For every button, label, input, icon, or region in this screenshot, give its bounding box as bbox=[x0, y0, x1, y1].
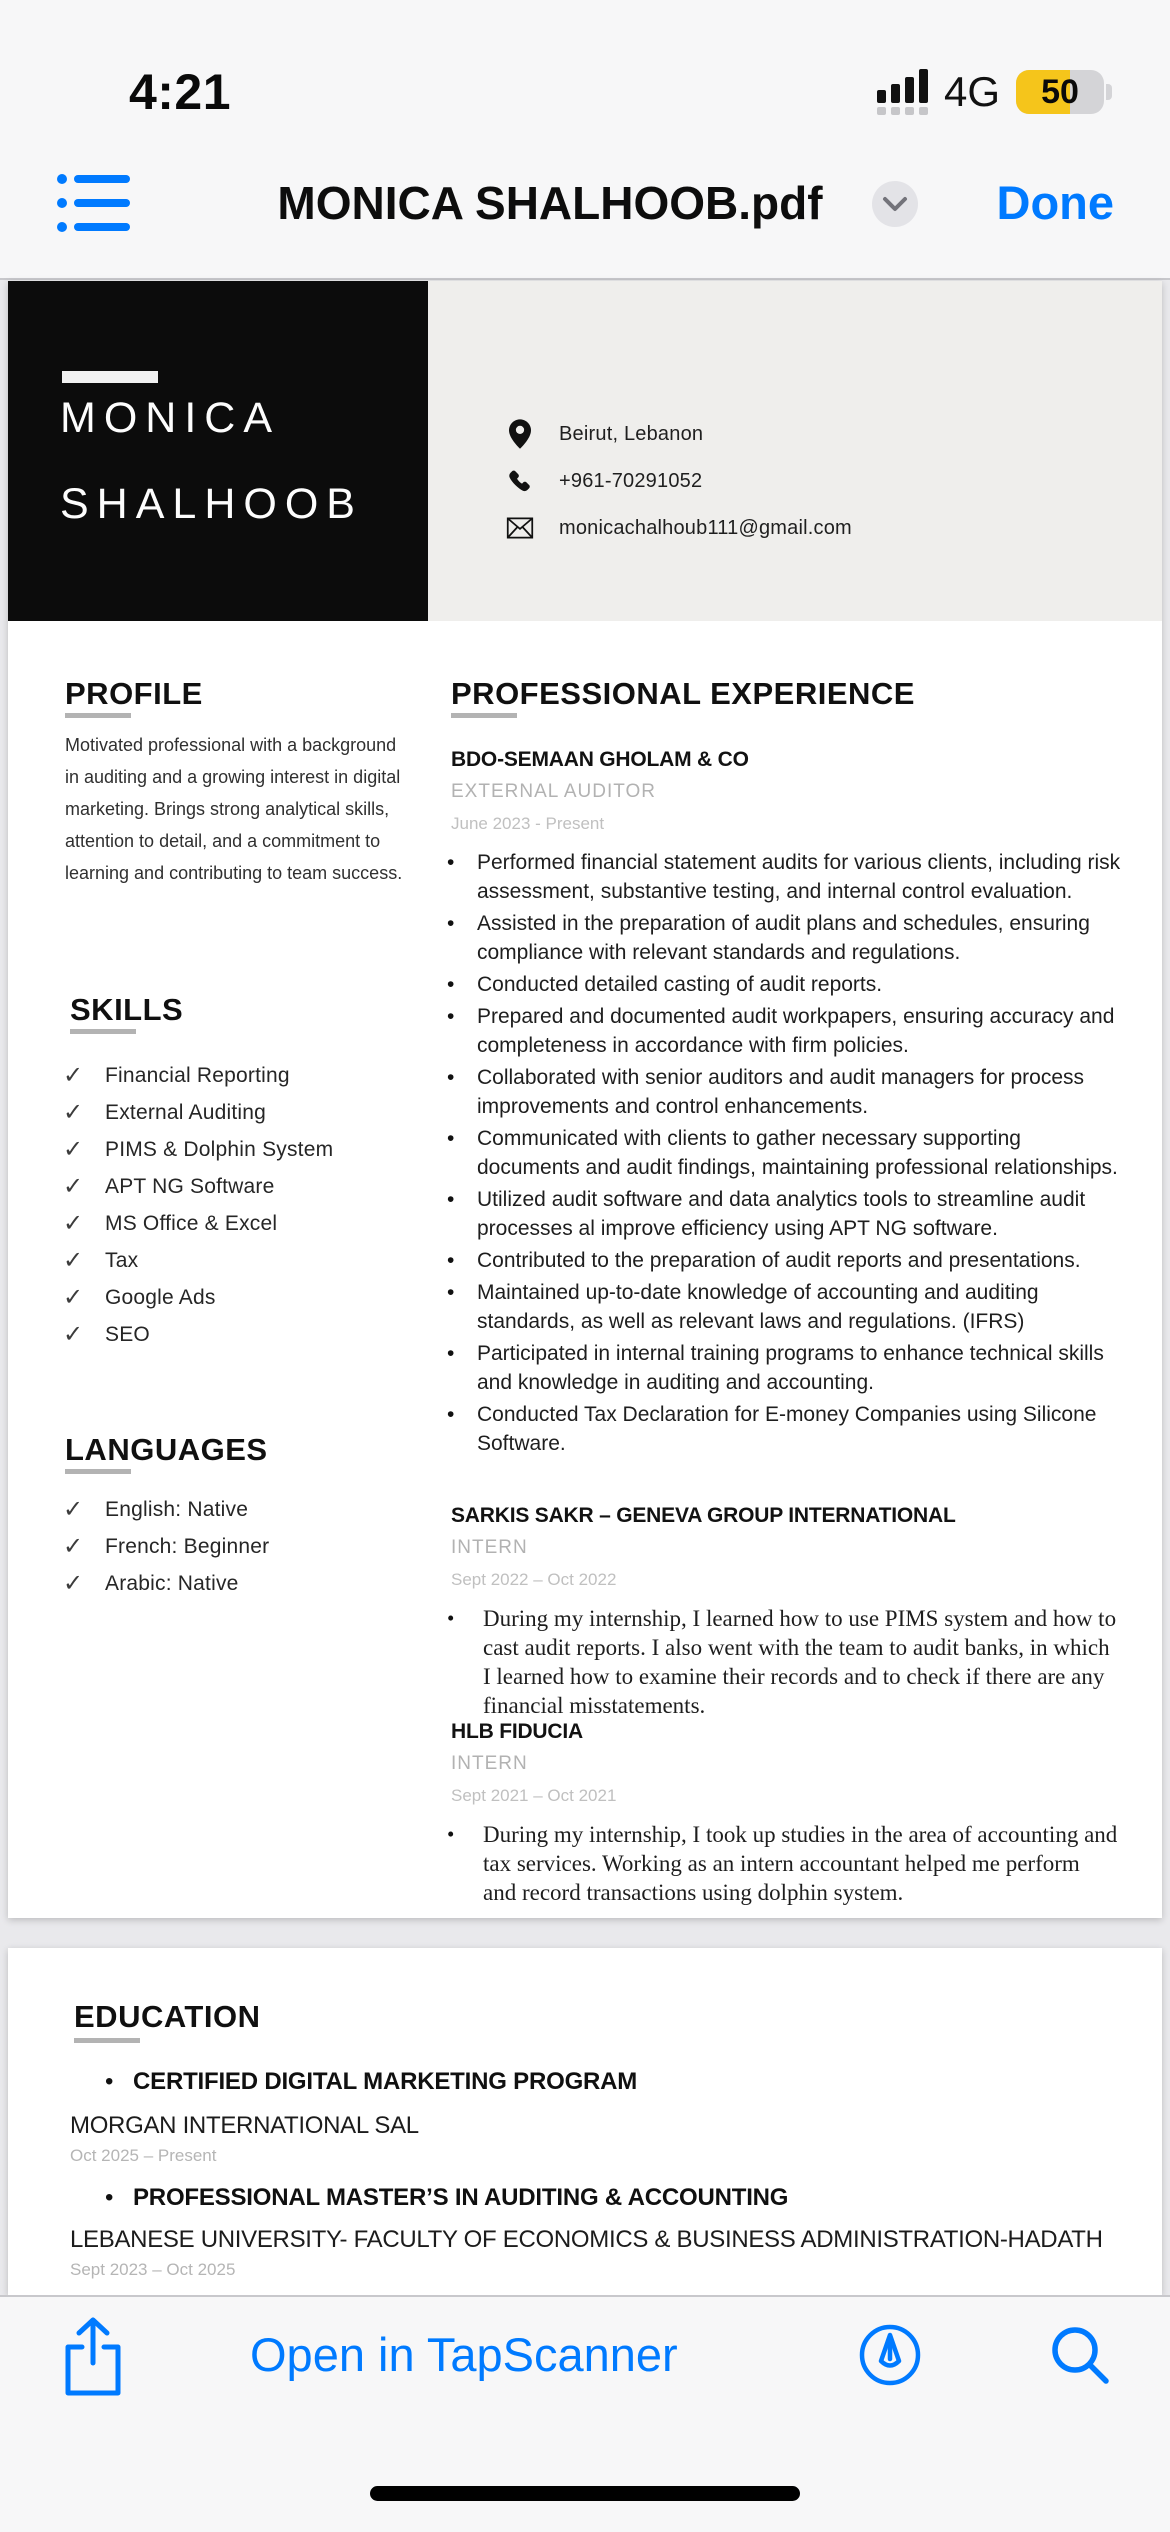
job-bullet-list bbox=[443, 1820, 1141, 1907]
check-icon: ✓ bbox=[63, 1496, 84, 1523]
markup-button[interactable] bbox=[858, 2323, 922, 2387]
job-role: EXTERNAL AUDITOR bbox=[451, 781, 656, 802]
title-menu-button[interactable] bbox=[872, 181, 918, 227]
skill-item: ✓ Google Ads bbox=[63, 1284, 216, 1311]
battery-nub bbox=[1106, 84, 1112, 100]
profile-title-rule bbox=[65, 713, 131, 718]
language-item: ✓ English: Native bbox=[63, 1496, 249, 1523]
job-bullet: • Collaborated with senior auditors and audit managers for process improvements and control enhancements. bbox=[447, 1066, 1085, 1118]
check-icon: ✓ bbox=[63, 1173, 84, 1200]
search-button[interactable] bbox=[1048, 2323, 1112, 2387]
done-button[interactable]: Done bbox=[996, 176, 1114, 229]
document-title: MONICA SHALHOOB.pdf bbox=[277, 177, 823, 229]
check-icon: ✓ bbox=[63, 1284, 84, 1311]
profile-section-title: PROFILE bbox=[65, 676, 203, 711]
check-icon: ✓ bbox=[63, 1533, 84, 1560]
job-role: INTERN bbox=[451, 1753, 528, 1774]
job-company: BDO-SEMAAN GHOLAM & CO bbox=[451, 748, 749, 771]
contact-row-email bbox=[505, 513, 852, 543]
education-dates: Oct 2025 – Present bbox=[70, 2146, 217, 2165]
education-section-title: EDUCATION bbox=[74, 1999, 261, 2034]
list-icon bbox=[56, 167, 132, 239]
job-bullet: • Contributed to the preparation of audit reports and presentations. bbox=[447, 1249, 1081, 1272]
name-accent-dash bbox=[62, 371, 158, 383]
skills-list bbox=[63, 1057, 333, 1353]
job-bullet: • During my internship, I learned how to use PIMS system and how to cast audit reports. I also went with the team to audit banks, in which I learned how to examine their records and to check if there are any financial misstatements. bbox=[447, 1606, 1117, 1718]
skill-item: ✓ Tax bbox=[63, 1247, 139, 1274]
skill-item: ✓ PIMS & Dolphin System bbox=[63, 1136, 334, 1163]
contact-row-location bbox=[505, 419, 852, 449]
open-in-tapscanner-button[interactable]: Open in TapScanner bbox=[250, 2328, 678, 2381]
network-type-label: 4G bbox=[943, 68, 1000, 115]
job-bullet: • Conducted Tax Declaration for E-money Companies using Silicone Software. bbox=[447, 1403, 1097, 1455]
job-dates: Sept 2021 – Oct 2021 bbox=[451, 1786, 617, 1805]
check-icon: ✓ bbox=[63, 1062, 84, 1089]
contact-location-text: Beirut, Lebanon bbox=[559, 422, 704, 445]
check-icon: ✓ bbox=[63, 1570, 84, 1597]
contact-phone-text: +961-70291052 bbox=[559, 469, 703, 492]
job-bullet: • Maintained up-to-date knowledge of accounting and auditing standards, as well as relevant laws and regulations. (IFRS) bbox=[447, 1281, 1039, 1333]
resume-header-band bbox=[8, 281, 1162, 621]
check-icon: ✓ bbox=[63, 1247, 84, 1274]
contact-email-text: monicachalhoub111@gmail.com bbox=[559, 516, 852, 539]
skill-item: ✓ SEO bbox=[63, 1321, 150, 1348]
contact-list bbox=[505, 419, 852, 560]
pdf-page-1 bbox=[8, 281, 1162, 1918]
profile-paragraph: Motivated professional with a background in auditing and a growing interest in digital marketing. Brings strong analytical skills, attention to detail, and a commitment to learning and contributing to team success. bbox=[65, 735, 403, 883]
job-dates: June 2023 - Present bbox=[451, 814, 605, 833]
job-hlb bbox=[447, 1719, 1141, 1910]
skill-item: ✓ APT NG Software bbox=[63, 1173, 275, 1200]
job-bullet: • Utilized audit software and data analytics tools to streamline audit processes al improve efficiency using APT NG software. bbox=[447, 1188, 1086, 1240]
chevron-down-icon bbox=[882, 196, 908, 212]
education-dates: Sept 2023 – Oct 2025 bbox=[70, 2260, 236, 2279]
resume-name-line2: SHALHOOB bbox=[60, 480, 363, 528]
job-bullet: • Prepared and documented audit workpapers, ensuring accuracy and completeness in accordance with firm policies. bbox=[447, 1005, 1115, 1057]
skill-item: ✓ External Auditing bbox=[63, 1099, 267, 1126]
check-icon: ✓ bbox=[63, 1321, 84, 1348]
languages-title-rule bbox=[65, 1469, 131, 1474]
education-school: LEBANESE UNIVERSITY- FACULTY OF ECONOMICS & BUSINESS ADMINISTRATION-HADATH bbox=[70, 2226, 1103, 2253]
experience-section-title: PROFESSIONAL EXPERIENCE bbox=[451, 676, 915, 711]
job-bullet: • During my internship, I took up studies in the area of accounting and tax services. Working as an intern accountant helped me perform and record transactions using dolphin system. bbox=[447, 1822, 1118, 1905]
home-indicator[interactable] bbox=[370, 2486, 800, 2501]
phone-icon bbox=[505, 468, 535, 494]
education-entry-title: • PROFESSIONAL MASTER’S IN AUDITING & ACCOUNTING bbox=[105, 2184, 789, 2211]
cellular-signal-icon bbox=[877, 69, 928, 115]
skills-section-title: SKILLS bbox=[70, 992, 184, 1027]
job-bullet: • Communicated with clients to gather necessary supporting documents and audit findings, maintaining professional relationships. bbox=[447, 1127, 1118, 1179]
search-icon bbox=[1048, 2323, 1112, 2387]
battery-icon bbox=[1016, 70, 1104, 114]
bullet-icon: • bbox=[105, 2068, 114, 2095]
markup-pen-icon bbox=[858, 2323, 922, 2387]
job-bdo bbox=[447, 747, 1141, 1461]
language-item: ✓ French: Beginner bbox=[63, 1533, 270, 1560]
pdf-page-2 bbox=[8, 1948, 1162, 2295]
share-button[interactable] bbox=[60, 2315, 126, 2399]
status-time: 4:21 bbox=[128, 64, 232, 120]
bullet-icon: • bbox=[105, 2184, 114, 2211]
thumbnail-list-button[interactable] bbox=[56, 167, 132, 239]
status-bar bbox=[0, 0, 1170, 131]
share-icon bbox=[60, 2315, 126, 2399]
job-bullet-list bbox=[443, 848, 1141, 1458]
language-item: ✓ Arabic: Native bbox=[63, 1570, 239, 1597]
contact-row-phone bbox=[505, 466, 852, 496]
education-entry-title: • CERTIFIED DIGITAL MARKETING PROGRAM bbox=[105, 2068, 638, 2095]
status-right-cluster bbox=[877, 66, 1104, 118]
languages-section-title: LANGUAGES bbox=[65, 1432, 268, 1467]
resume-name-block bbox=[8, 281, 428, 621]
battery-percent: 50 bbox=[1041, 72, 1079, 111]
skill-item: ✓ Financial Reporting bbox=[63, 1062, 290, 1089]
job-dates: Sept 2022 – Oct 2022 bbox=[451, 1570, 617, 1589]
resume-name-line1: MONICA bbox=[60, 394, 280, 442]
job-role: INTERN bbox=[451, 1537, 528, 1558]
check-icon: ✓ bbox=[63, 1210, 84, 1237]
check-icon: ✓ bbox=[63, 1136, 84, 1163]
check-icon: ✓ bbox=[63, 1099, 84, 1126]
skill-item: ✓ MS Office & Excel bbox=[63, 1210, 278, 1237]
job-bullet: • Assisted in the preparation of audit plans and schedules, ensuring compliance with relevant standards and regulations. bbox=[447, 912, 1090, 964]
nav-bar bbox=[0, 131, 1170, 280]
job-bullet: • Conducted detailed casting of audit reports. bbox=[447, 973, 883, 996]
job-bullet: • Participated in internal training programs to enhance technical skills and knowledge in auditing and accounting. bbox=[447, 1342, 1104, 1394]
envelope-icon bbox=[505, 516, 535, 540]
experience-title-rule bbox=[451, 713, 517, 718]
skills-title-rule bbox=[70, 1029, 136, 1034]
education-school: MORGAN INTERNATIONAL SAL bbox=[70, 2112, 419, 2139]
job-bullet: • Performed financial statement audits for various clients, including risk assessment, substantive testing, and internal control evaluation. bbox=[447, 851, 1121, 903]
job-company: HLB FIDUCIA bbox=[451, 1720, 583, 1743]
job-sarkis bbox=[447, 1503, 1141, 1723]
job-bullet-list bbox=[443, 1604, 1141, 1720]
education-title-rule bbox=[74, 2038, 140, 2043]
languages-list bbox=[63, 1491, 269, 1602]
location-pin-icon bbox=[505, 419, 535, 449]
job-company: SARKIS SAKR – GENEVA GROUP INTERNATIONAL bbox=[451, 1504, 956, 1527]
